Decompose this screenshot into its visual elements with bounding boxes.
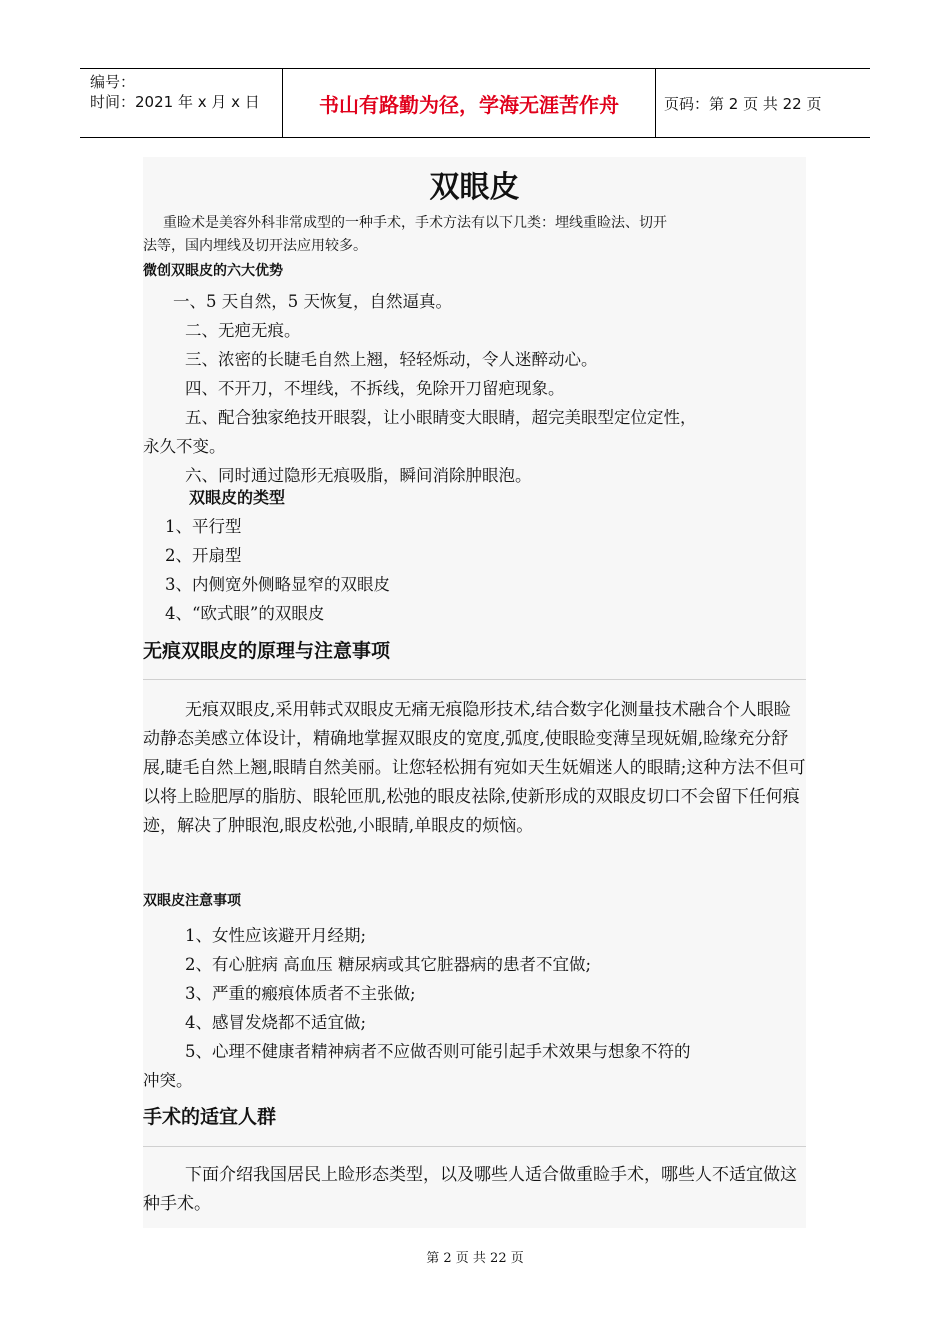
divider bbox=[143, 679, 806, 680]
intro-line-1: 重睑术是美容外科非常成型的一种手术，手术方法有以下几类：埋线重睑法、切开 bbox=[163, 215, 667, 231]
notes-heading: 双眼皮注意事项 bbox=[143, 893, 241, 909]
type-item: 3、内侧宽外侧略显窄的双眼皮 bbox=[165, 575, 390, 594]
suitable-paragraph: 下面介绍我国居民上睑形态类型，以及哪些人适合做重睑手术，哪些人不适宜做这种手术。 bbox=[143, 1165, 797, 1214]
time-label: 时间：2021 年 x 月 x 日 bbox=[90, 93, 260, 111]
principle-paragraph: 无痕双眼皮,采用韩式双眼皮无痛无痕隐形技术,结合数字化测量技术融合个人眼睑动静态美感立体设计，精确地掌握双眼皮的宽度,弧度,使眼睑变薄呈现妩媚,睑缘充分舒展,睫毛自然上翘,眼睛自然美丽。让您轻松拥有宛如天生妩媚迷人的眼睛;这种方法不但可以将上睑肥厚的脂肪、眼轮匝肌,松弛的眼皮祛除,使新形成的双眼皮切口不会留下任何痕迹，解决了肿眼泡,眼皮松弛,小眼睛,单眼皮的烦恼。 bbox=[143, 700, 806, 836]
note-item: 1、女性应该避开月经期; bbox=[185, 926, 367, 945]
types-heading: 双眼皮的类型 bbox=[189, 488, 286, 507]
note-item: 3、严重的瘢痕体质者不主张做; bbox=[185, 984, 416, 1003]
intro-line-2: 法等，国内埋线及切开法应用较多。 bbox=[143, 238, 367, 254]
advantage-item: 一、5 天自然，5 天恢复，自然逼真。 bbox=[173, 292, 452, 311]
note-item: 冲突。 bbox=[143, 1071, 193, 1090]
note-item: 4、感冒发烧都不适宜做; bbox=[185, 1013, 367, 1032]
note-item: 2、有心脏病 高血压 糖尿病或其它脏器病的患者不宜做; bbox=[185, 955, 592, 974]
advantage-item: 二、无疤无痕。 bbox=[185, 321, 301, 340]
page-footer: 第 2 页 共 22 页 bbox=[426, 1251, 524, 1266]
header-motto: 书山有路勤为径，学海无涯苦作舟 bbox=[282, 69, 656, 137]
advantage-item: 三、浓密的长睫毛自然上翘，轻轻烁动，令人迷醉动心。 bbox=[185, 350, 598, 369]
number-label: 编号： bbox=[90, 73, 136, 91]
divider bbox=[143, 1146, 806, 1147]
type-item: 1、平行型 bbox=[165, 517, 242, 536]
page-header bbox=[80, 68, 870, 138]
advantage-item: 六、同时通过隐形无痕吸脂，瞬间消除肿眼泡。 bbox=[185, 466, 532, 485]
note-item: 5、心理不健康者精神病者不应做否则可能引起手术效果与想象不符的 bbox=[185, 1042, 691, 1061]
type-item: 4、“欧式眼”的双眼皮 bbox=[165, 604, 325, 623]
advantage-item: 永久不变。 bbox=[143, 437, 226, 456]
advantage-item: 五、配合独家绝技开眼裂，让小眼睛变大眼睛，超完美眼型定位定性， bbox=[185, 408, 697, 427]
page-title: 双眼皮 bbox=[429, 170, 520, 205]
principle-heading: 无痕双眼皮的原理与注意事项 bbox=[143, 640, 391, 662]
header-meta bbox=[80, 69, 282, 137]
advantages-heading: 微创双眼皮的六大优势 bbox=[143, 263, 283, 279]
suitable-heading: 手术的适宜人群 bbox=[143, 1106, 277, 1128]
content-panel bbox=[143, 157, 806, 1228]
type-item: 2、开扇型 bbox=[165, 546, 242, 565]
header-page-code: 页码：第 2 页 共 22 页 bbox=[664, 94, 822, 113]
advantage-item: 四、不开刀，不埋线，不拆线，免除开刀留疤现象。 bbox=[185, 379, 565, 398]
